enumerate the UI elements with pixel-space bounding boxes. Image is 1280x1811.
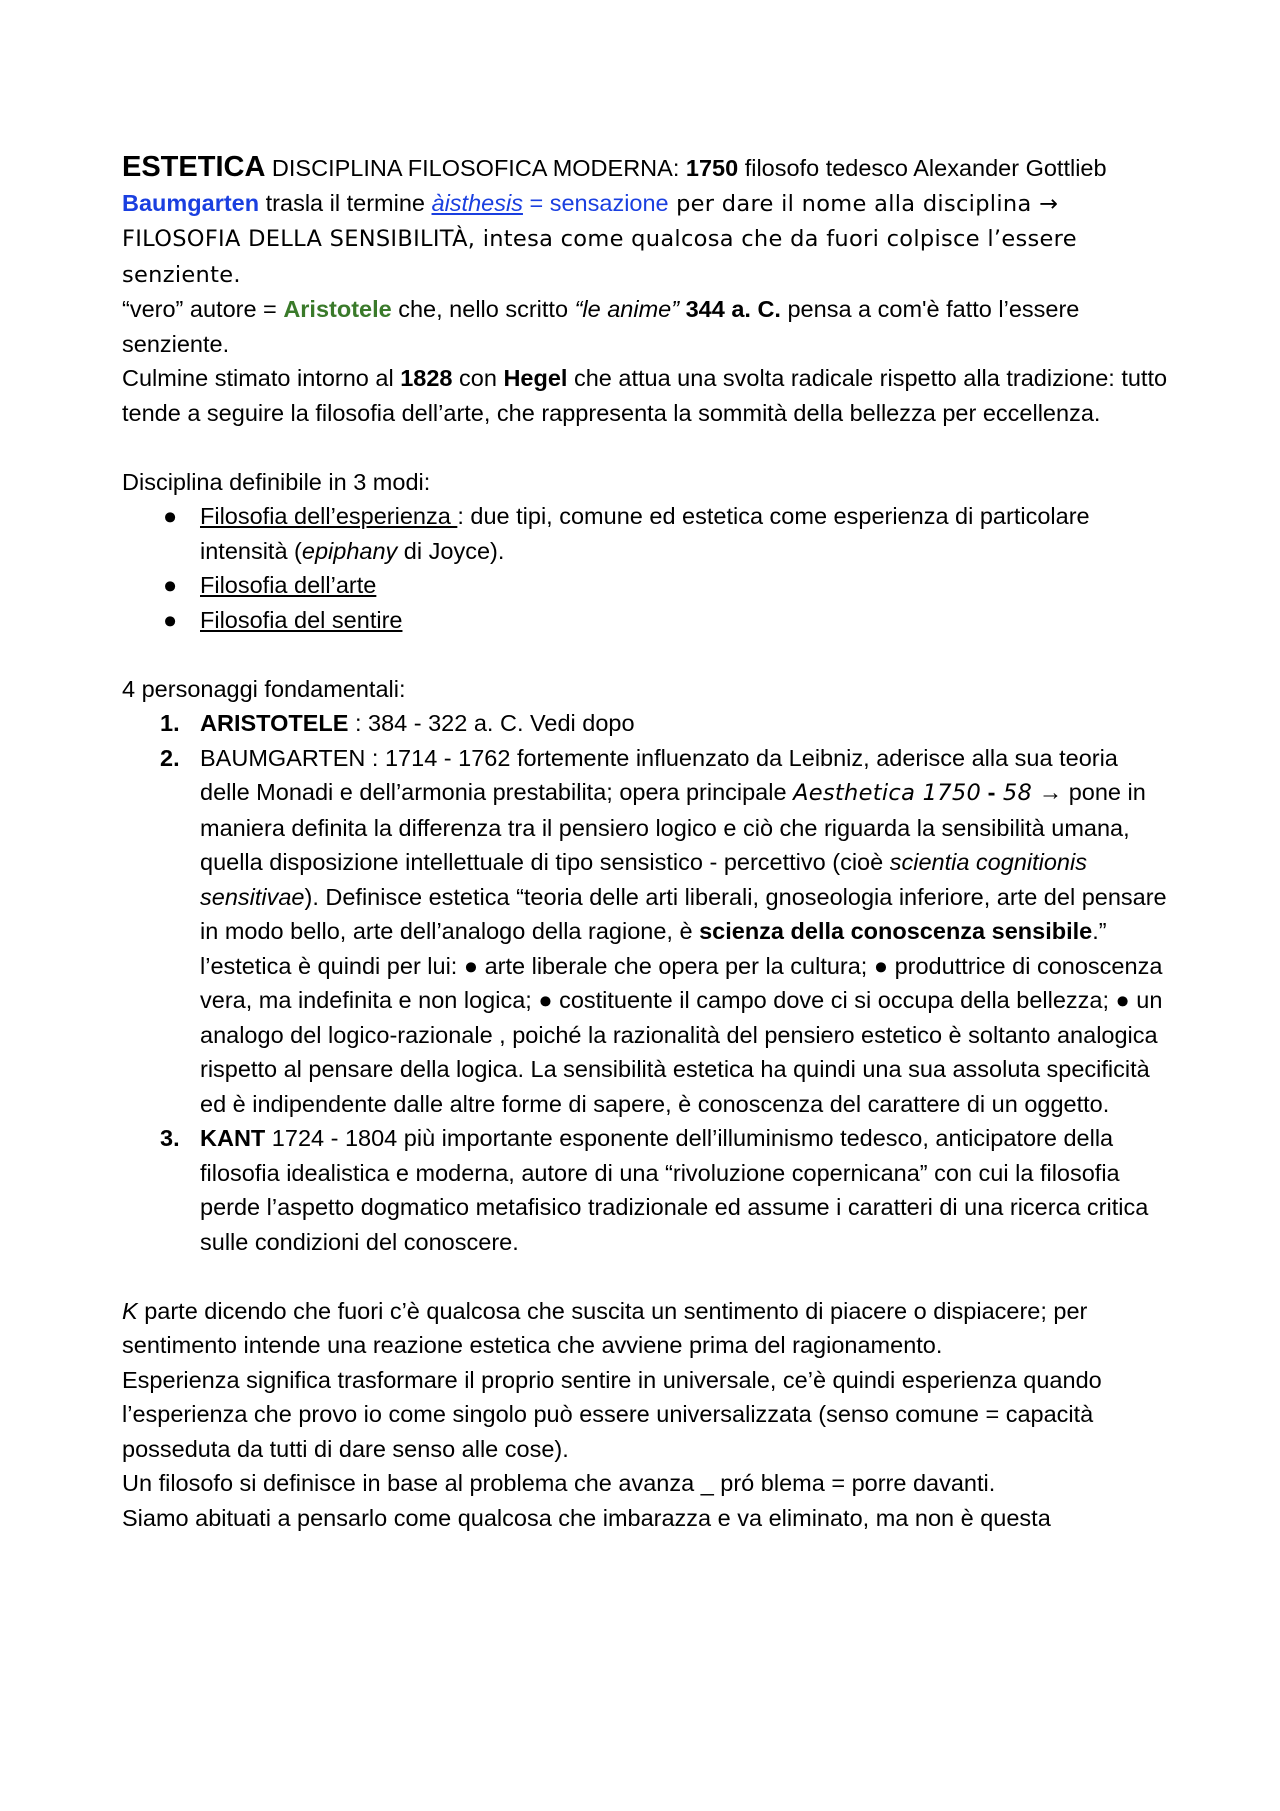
intro-text-c: trasla il termine [259, 189, 432, 216]
baumgarten-work: Aesthetica 1750 [793, 780, 982, 806]
baumgarten-bold: scienza della conoscenza sensibile [699, 918, 1093, 944]
list-item [163, 499, 1172, 568]
aristotele-text: : 384 - 322 a. C. Vedi dopo [348, 710, 635, 736]
list-item [160, 741, 1172, 1122]
mode-1-text-b: di Joyce). [397, 537, 505, 564]
aristotle-date: 344 a. C. [685, 296, 781, 322]
baumgarten-latin: scientia cognitionis sensitivae [200, 849, 1087, 910]
experience-paragraph: Esperienza significa trasformare il proprio sentire in universale, ce’è quindi esperienza quando l’esperienza che provo io come singolo può essere universalizzata (senso comune = capacità posseduta da tutti di dare senso alle cose). [122, 1366, 1102, 1462]
list-number: 2. [160, 744, 180, 771]
kant-paragraph-text: parte dicendo che fuori c’è qualcosa che suscita un sentimento di piacere o dispiacere; per sentimento intende una reazione estetica che avviene prima del ragionamento. [122, 1297, 1088, 1358]
kant-paragraph [122, 1294, 1172, 1363]
list-item [160, 1121, 1172, 1259]
mode-1-label: Filosofia dell’esperienza [200, 503, 458, 529]
kant-heading: KANT [200, 1125, 266, 1151]
kant-initial: K [122, 1297, 138, 1324]
baumgarten-text-c: ). Definisce estetica “teoria delle arti liberali, gnoseologia inferiore, arte del pensare in modo bello, arte dell’analogo della ragione, è [200, 883, 1167, 944]
aristotle-text-b: che, nello scritto [391, 296, 575, 322]
intro-paragraph [122, 150, 1172, 292]
paragraph-gap [122, 430, 1172, 465]
document-body [122, 150, 1172, 1535]
people-intro: 4 personaggi fondamentali: [122, 675, 406, 702]
modes-intro: Disciplina definibile in 3 modi: [122, 468, 431, 495]
hegel-text-c: che attua una svolta radicale rispetto alla tradizione: tutto tende a seguire la filosofia dell’arte, che rappresenta la sommità della bellezza per eccellenza. [122, 365, 1168, 426]
aristotle-name: Aristotele [283, 296, 392, 322]
baumgarten-text-a: BAUMGARTEN : 1714 - 1762 fortemente influenzato da Leibniz, aderisce alla sua teoria delle Monadi e dell’armonia prestabilita; opera principale [200, 744, 1118, 805]
bullet-icon: ● [163, 503, 178, 529]
hegel-paragraph [122, 361, 1172, 430]
intro-sensazione: = sensazione [522, 189, 669, 216]
intro-text-e: per dare il nome alla disciplina → FILOSOFIA DELLA SENSIBILITÀ, intesa come qualcosa che da fuori colpisce l’essere senziente. [122, 190, 1077, 288]
intro-text-a: DISCIPLINA FILOSOFICA MODERNA: [265, 155, 686, 181]
problem-paragraph: Siamo abituati a pensarlo come qualcosa che imbarazza e va eliminato, ma non è questa [122, 1504, 1051, 1531]
list-item [160, 706, 1172, 741]
mode-1-em: epiphany [301, 537, 398, 564]
aristotle-paragraph [122, 292, 1172, 361]
list-item [163, 568, 1172, 603]
mode-3-label: Filosofia del sentire [200, 606, 403, 633]
list-item [163, 603, 1172, 638]
aristotele-heading: ARISTOTELE [200, 710, 349, 736]
philosopher-paragraph: Un filosofo si definisce in base al problema che avanza _ pró blema = porre davanti. [122, 1470, 996, 1496]
aristotle-work: “le anime” [574, 296, 680, 322]
baumgarten-year: 58 [995, 780, 1033, 806]
hegel-text-a: Culmine stimato intorno al [122, 365, 401, 391]
hegel-year: 1828 [400, 365, 453, 391]
kant-text: 1724 - 1804 più importante esponente dell’illuminismo tedesco, anticipatore della filosofia idealistica e moderna, autore di una “rivoluzione copernicana” con cui la filosofia perde l’aspetto dogmatico metafisico tradizionale ed assume i caratteri di una ricerca critica sulle condizioni del conoscere. [200, 1125, 1149, 1255]
modes-list [122, 499, 1172, 637]
hegel-text-b: con [452, 365, 504, 391]
paragraph-gap [122, 1259, 1172, 1294]
list-number: 3. [160, 1125, 180, 1151]
baumgarten-text-b: → pone in maniera definita la differenza tra il pensiero logico e ciò che riguarda la sensibilità umana, quella disposizione intellettuale di tipo sensistico - percettivo (cioè [200, 779, 1146, 875]
hegel-name: Hegel [503, 365, 568, 391]
baumgarten-name: Baumgarten [122, 189, 260, 216]
document-title: ESTETICA [122, 151, 266, 183]
aisthesis-term-link[interactable]: àisthesis [431, 189, 523, 216]
baumgarten-dash: - [981, 779, 996, 805]
paragraph-gap [122, 637, 1172, 672]
intro-year: 1750 [685, 155, 739, 181]
list-number: 1. [160, 710, 180, 736]
intro-text-b: filosofo tedesco Alexander Gottlieb [738, 155, 1107, 181]
baumgarten-text-d: .” l’estetica è quindi per lui: ● arte liberale che opera per la cultura; ● produttrice di conoscenza vera, ma indefinita e non logica; ● costituente il campo dove ci si occupa della bellezza; ● un analogo del logico-razionale , poiché la razionalità del pensiero estetico è soltanto analogica rispetto al pensare della logica. La sensibilità estetica ha quindi una sua assoluta specificità ed è indipendente dalle altre forme di sapere, è conoscenza del carattere di un oggetto. [200, 918, 1163, 1117]
bullet-icon: ● [163, 606, 178, 633]
people-list [122, 706, 1172, 1259]
aristotle-text-a: “vero” autore = [122, 296, 284, 322]
bullet-icon: ● [163, 572, 178, 598]
aristotle-text-d: pensa a com'è fatto l’essere senziente. [122, 296, 1080, 357]
mode-1-text-a: : due tipi, comune ed estetica come esperienza di particolare intensità ( [200, 503, 1090, 564]
mode-2-label: Filosofia dell’arte [200, 572, 377, 598]
